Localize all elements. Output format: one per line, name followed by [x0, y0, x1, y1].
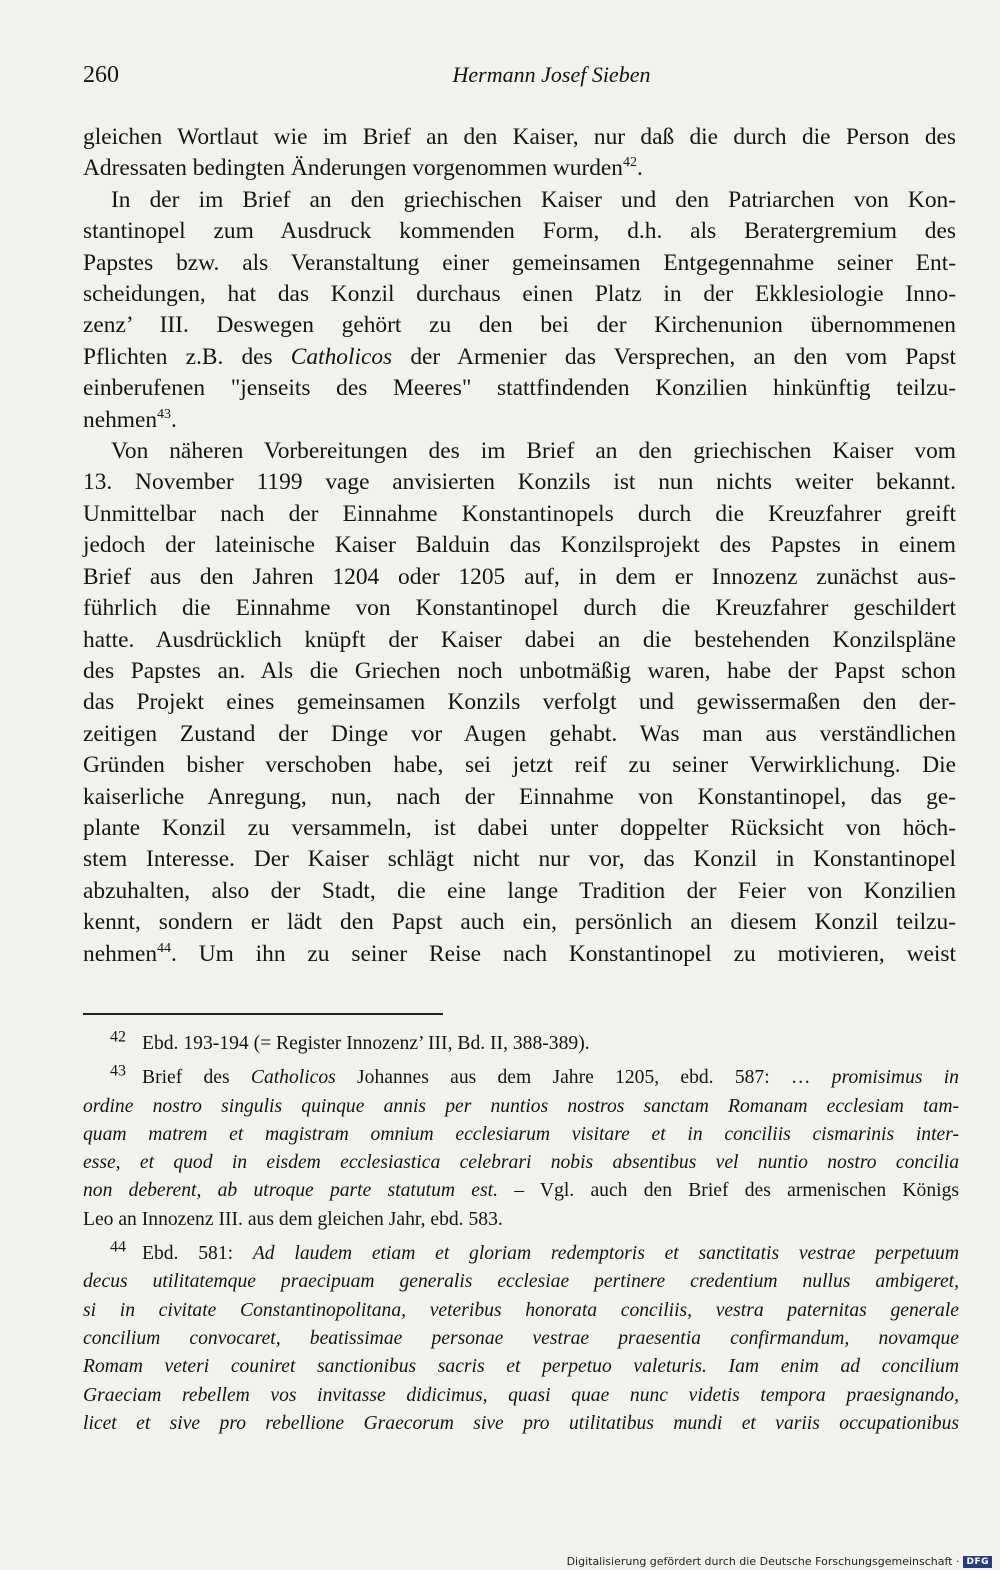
text-line-row: [83, 656, 956, 687]
latin-quote: si in civitate Constantinopolitana, veteribus honorata conciliis, vestra paternitas generale: [83, 1299, 959, 1321]
text-line: zeitigen Zustand der Dinge vor Augen gehabt. Was man aus verständlichen: [83, 720, 956, 747]
text-line: Unmittelbar nach der Einnahme Konstantinopels durch die Kreuzfahrer greift: [83, 500, 956, 527]
footer-credit: Digitalisierung gefördert durch die Deutsche Forschungsgemeinschaft ·: [566, 1555, 960, 1568]
footnote-text: Brief des: [142, 1067, 251, 1089]
text-line-row: [83, 625, 956, 656]
text-line: hatte. Ausdrücklich knüpft der Kaiser dabei an die bestehenden Konzilspläne: [83, 626, 956, 653]
latin-quote: non deberent, ab utroque parte statutum est.: [83, 1180, 498, 1202]
text-line: 13. November 1199 vage anvisierten Konzils ist nun nichts weiter bekannt.: [83, 469, 956, 496]
text-line-row: [83, 719, 956, 750]
footnote-line: [83, 1177, 959, 1205]
text-line: Brief aus den Jahren 1204 oder 1205 auf, in dem er Innozenz zunächst aus-: [83, 563, 956, 590]
footnote-line: [83, 1121, 959, 1149]
footnote-42: [83, 1030, 959, 1058]
text-line: zenz’ III. Deswegen gehört zu den bei der Kirchenunion übernommenen: [83, 312, 956, 339]
paragraph-3: [83, 436, 956, 467]
footnote-line: [83, 1297, 959, 1325]
footnote-number: 44: [110, 1238, 126, 1256]
footnote-ref-42[interactable]: 42: [623, 155, 638, 171]
footnote-text: Ebd. 581:: [142, 1243, 253, 1265]
text-line: jedoch der lateinische Kaiser Balduin das Konzilsprojekt des Papstes in einem: [83, 532, 956, 559]
latin-quote: promisimus in: [831, 1067, 959, 1089]
footnote-line: [83, 1030, 959, 1058]
text-line-row: [83, 310, 956, 341]
text-line: kaiserliche Anregung, nun, nach der Einnahme von Konstantinopel, das ge-: [83, 783, 956, 810]
italic-term: Catholicos: [290, 343, 393, 370]
text-line: kennt, sondern er lädt den Papst auch ein, persönlich an diesem Konzil teilzu-: [83, 909, 956, 936]
text-line: der Armenier das Versprechen, an den vom Papst: [392, 343, 956, 370]
text-line: gleichen Wortlaut wie im Brief an den Kaiser, nur daß die durch die Person des: [83, 124, 956, 150]
latin-quote: Romam veteri couniret sanctionibus sacris et perpetuo valeturis. Iam enim ad concilium: [83, 1356, 959, 1378]
footnote-44: [83, 1240, 959, 1438]
footnote-line: [83, 1382, 959, 1410]
footnote-line: [83, 1149, 959, 1177]
dfg-logo: DFG: [963, 1556, 992, 1568]
text-line: stem Interesse. Der Kaiser schlägt nicht nur vor, das Konzil in Konstantinopel: [83, 846, 956, 873]
punctuation: .: [171, 406, 177, 433]
paragraph-1-end: [83, 153, 956, 184]
text-line-row: [83, 405, 956, 436]
text-line: scheidungen, hat das Konzil durchaus einen Platz in der Ekklesiologie Inno-: [83, 281, 956, 308]
footnote-ref-43[interactable]: 43: [157, 406, 172, 422]
digitization-footer: [567, 1555, 992, 1568]
text-line: führlich die Einnahme von Konstantinopel durch die Kreuzfahrer geschildert: [83, 595, 956, 622]
footnote-separator: [83, 1013, 443, 1015]
footnote-line: [83, 1268, 959, 1296]
latin-quote: decus utilitatemque praecipuam generalis ecclesiae pertinere credentium nullus ambigeret,: [83, 1271, 959, 1293]
text-line-row: [83, 687, 956, 718]
footnote-line: [83, 1093, 959, 1121]
footnote-ref-44[interactable]: 44: [157, 940, 172, 956]
footnote-text: Leo an Innozenz III. aus dem gleichen Jahr, ebd. 583.: [83, 1208, 503, 1230]
paragraph-2: [83, 185, 956, 216]
text-line-row: [83, 530, 956, 561]
text-line-row: [83, 844, 956, 875]
text-line: Adressaten bedingten Änderungen vorgenommen wurden: [83, 155, 624, 182]
text-line: abzuhalten, also der Stadt, die eine lange Tradition der Feier von Konzilien: [83, 877, 956, 904]
latin-quote: Ad laudem etiam et gloriam redemptoris et sanctitatis vestrae perpetuum: [252, 1243, 959, 1265]
italic-term: Catholicos: [250, 1067, 336, 1089]
latin-quote: ordine nostro singulis quinque annis per nuntios nostros sanctam Romanam ecclesiam tam-: [83, 1095, 959, 1117]
footnote-number: 42: [110, 1028, 126, 1046]
footnotes: [83, 1030, 959, 1444]
text-line: nehmen: [83, 940, 158, 967]
footnote-line: [83, 1240, 959, 1268]
text-line: plante Konzil zu versammeln, ist dabei unter doppelter Rücksicht von höch-: [83, 814, 956, 841]
text-line-row: [83, 562, 956, 593]
page-number: 260: [83, 62, 119, 88]
paragraph-1: [83, 122, 956, 153]
latin-quote: licet et sive pro rebellione Graecorum sive pro utilitatibus mundi et variis occupationibus: [83, 1412, 959, 1434]
text-line-row: [83, 373, 956, 404]
text-line: stantinopel zum Ausdruck kommenden Form, d.h. als Beratergremium des: [83, 218, 956, 245]
text-line-row: [83, 248, 956, 279]
main-text: [83, 122, 956, 970]
text-line-row: [83, 467, 956, 498]
footnote-line: [83, 1325, 959, 1353]
text-line-row: [83, 750, 956, 781]
text-line: einberufenen "jenseits des Meeres" stattfindenden Konzilien hinkünftig teilzu-: [83, 375, 956, 402]
text-line: Gründen bisher verschoben habe, sei jetzt reif zu seiner Verwirklichung. Die: [83, 752, 956, 779]
punctuation: .: [637, 155, 643, 182]
footnote-text: – Vgl. auch den Brief des armenischen Königs: [497, 1180, 959, 1202]
text-line-row: [83, 939, 956, 970]
footnote-line: [83, 1206, 959, 1234]
text-line: Papstes bzw. als Veranstaltung einer gemeinsamen Entgegennahme seiner Ent-: [83, 249, 956, 276]
text-line-row: [83, 876, 956, 907]
text-line-row: [83, 216, 956, 247]
text-line: . Um ihn zu seiner Reise nach Konstantinopel zu motivieren, weist: [171, 940, 956, 967]
page-header: [83, 62, 960, 96]
latin-quote: Graeciam rebellem vos invitasse didicimus, quasi quae nunc videtis tempora praesignando,: [83, 1384, 959, 1406]
footnote-line: [83, 1353, 959, 1381]
text-line: nehmen: [83, 406, 158, 433]
text-line-row: [83, 499, 956, 530]
footnote-line: [83, 1410, 959, 1438]
text-line: das Projekt eines gemeinsamen Konzils verfolgt und gewissermaßen den der-: [83, 689, 956, 716]
text-line-row: [83, 279, 956, 310]
footnote-line: [83, 1064, 959, 1092]
text-line-row: [83, 813, 956, 844]
text-line: Pflichten z.B. des: [83, 343, 291, 370]
latin-quote: quam matrem et magistram omnium ecclesiarum visitare et in conciliis cismarinis inter-: [83, 1123, 959, 1145]
text-line-row: [83, 593, 956, 624]
text-line-row: [83, 907, 956, 938]
running-head-author: Hermann Josef Sieben: [452, 62, 651, 87]
text-line: Von näheren Vorbereitungen des im Brief an den griechischen Kaiser vom: [111, 438, 956, 465]
footnote-number: 43: [110, 1062, 126, 1080]
latin-quote: concilium convocaret, beatissimae personae vestrae praesentia confirmandum, novamque: [83, 1327, 959, 1349]
footnote-text: Ebd. 193-194 (= Register Innozenz’ III, Bd. II, 388-389).: [142, 1033, 590, 1054]
text-line-row: [83, 782, 956, 813]
text-line-row: [83, 342, 956, 373]
text-line: In der im Brief an den griechischen Kaiser und den Patriarchen von Kon-: [111, 186, 956, 213]
footnote-43: [83, 1064, 959, 1234]
latin-quote: esse, et quod in eisdem ecclesiastica celebrari nobis absentibus vel nuntio nostro concilia: [83, 1152, 959, 1174]
footnote-text: Johannes aus dem Jahre 1205, ebd. 587: …: [335, 1067, 832, 1089]
text-line: des Papstes an. Als die Griechen noch unbotmäßig waren, habe der Papst schon: [83, 657, 956, 684]
